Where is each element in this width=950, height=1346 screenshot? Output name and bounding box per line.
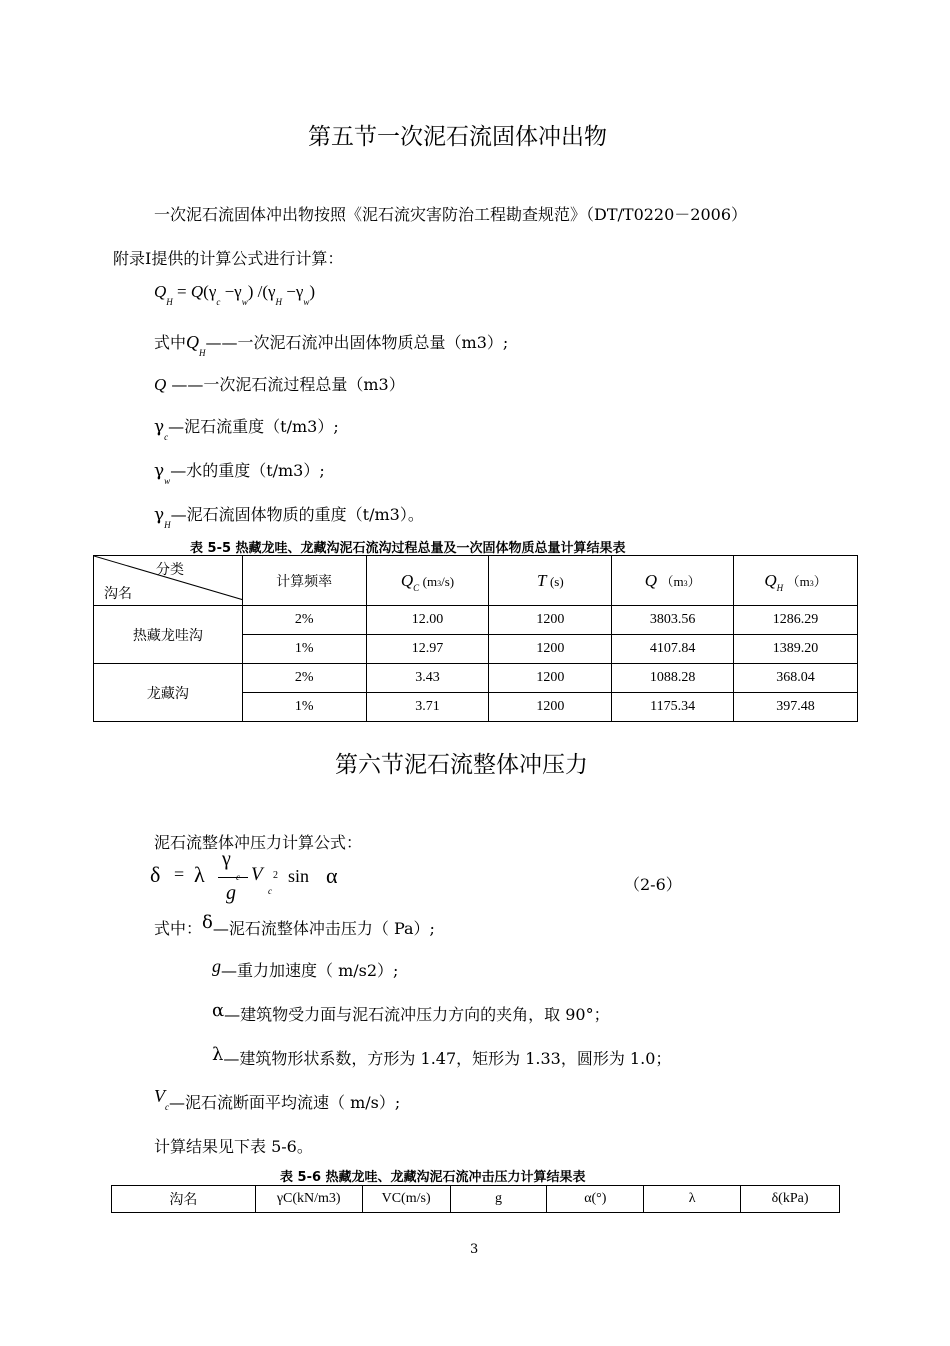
def-gamma-h: $\gamma_H—$泥石流固体物质的重度（t/m3）。 xyxy=(154,505,424,530)
page-number: 3 xyxy=(470,1242,479,1257)
header-qh: $Q_H$ （m3） xyxy=(734,556,858,606)
table-cell: 1200 xyxy=(489,693,612,722)
def-q: Q ——一次泥石流过程总量（m3） xyxy=(154,375,405,394)
table-cell: 1% xyxy=(242,635,366,664)
table-cell: 1% xyxy=(242,693,366,722)
def-lambda: λ—建筑物形状系数，方形为 1.47，矩形为 1.33，圆形为 1.0； xyxy=(212,1044,672,1068)
group-name: 热藏龙哇沟 xyxy=(94,606,243,664)
group-name: 龙藏沟 xyxy=(94,664,243,722)
t56-header-vc: VC(m/s) xyxy=(362,1186,450,1213)
section6-formula: δ = λ γ c g V 2 c sin α xyxy=(150,848,338,904)
table56 xyxy=(111,1185,840,1213)
table56-caption: 表 5-6 热藏龙哇、龙藏沟泥石流冲击压力计算结果表 xyxy=(280,1170,586,1185)
def-qh: 式中$Q_H——$一次泥石流冲出固体物质总量（m3）; xyxy=(154,332,509,358)
table-cell: 1200 xyxy=(489,606,612,635)
section5-para1: 一次泥石流固体冲出物按照《泥石流灾害防治工程勘查规范》（DT/T0220－2006） xyxy=(154,205,748,224)
t56-header-lambda: λ xyxy=(644,1186,741,1213)
t56-header-alpha: α(°) xyxy=(547,1186,644,1213)
formula-number: （2-6） xyxy=(624,875,682,894)
table-cell: 2% xyxy=(242,664,366,693)
table-cell: 1200 xyxy=(489,664,612,693)
table-cell: 3803.56 xyxy=(612,606,734,635)
table-cell: 3.43 xyxy=(366,664,489,693)
result-note: 计算结果见下表 5-6。 xyxy=(154,1137,313,1156)
table-cell: 1175.34 xyxy=(612,693,734,722)
section5-formula: $Q_H = Q(\gamma_c -\gamma_w)$ $/(\gamma_H -\gamma_w)$ xyxy=(154,282,316,307)
table-cell: 397.48 xyxy=(734,693,858,722)
table55-caption: 表 5-5 热藏龙哇、龙藏沟泥石流沟过程总量及一次固体物质总量计算结果表 xyxy=(190,541,626,556)
def-gamma-c: $\gamma_c—$泥石流重度（t/m3）; xyxy=(154,417,339,442)
t56-header-name: 沟名 xyxy=(112,1186,256,1213)
table55-diag-header xyxy=(94,556,243,606)
header-t: T (s) xyxy=(489,556,612,606)
table-cell: 1200 xyxy=(489,635,612,664)
header-qc: $Q_C$ (m3/s) xyxy=(366,556,489,606)
section5-para2: 附录Ⅰ提供的计算公式进行计算： xyxy=(113,249,344,268)
diag-bottom-label: 沟名 xyxy=(104,586,132,602)
table-cell: 12.00 xyxy=(366,606,489,635)
def-g: g—重力加速度（ m/s2）; xyxy=(212,956,399,980)
table-cell: 1389.20 xyxy=(734,635,858,664)
section6-intro: 泥石流整体冲压力计算公式： xyxy=(154,833,363,852)
t56-header-g: g xyxy=(450,1186,547,1213)
table-cell: 2% xyxy=(242,606,366,635)
diag-top-label: 分类 xyxy=(156,562,184,578)
section6-title: 第六节泥石流整体冲压力 xyxy=(335,752,588,778)
t56-header-gamma: γC(kN/m3) xyxy=(255,1186,362,1213)
def-vc: Vc—泥石流断面平均流速（ m/s）; xyxy=(154,1086,401,1112)
def-gamma-w: $\gamma_w—$水的重度（t/m3）; xyxy=(154,461,325,486)
t56-header-delta: δ(kPa) xyxy=(741,1186,840,1213)
header-q: Q （m3） xyxy=(612,556,734,606)
table-cell: 1286.29 xyxy=(734,606,858,635)
def-delta: 式中：δ—泥石流整体冲击压力（ Pa）; xyxy=(154,912,435,938)
table-cell: 3.71 xyxy=(366,693,489,722)
section5-title: 第五节一次泥石流固体冲出物 xyxy=(308,124,607,150)
def-alpha: α—建筑物受力面与泥石流冲压力方向的夹角，取 90°； xyxy=(212,1000,610,1024)
table-cell: 368.04 xyxy=(734,664,858,693)
table-cell: 12.97 xyxy=(366,635,489,664)
table55 xyxy=(93,555,858,722)
table-cell: 4107.84 xyxy=(612,635,734,664)
table-cell: 1088.28 xyxy=(612,664,734,693)
header-frequency: 计算频率 xyxy=(242,556,366,606)
